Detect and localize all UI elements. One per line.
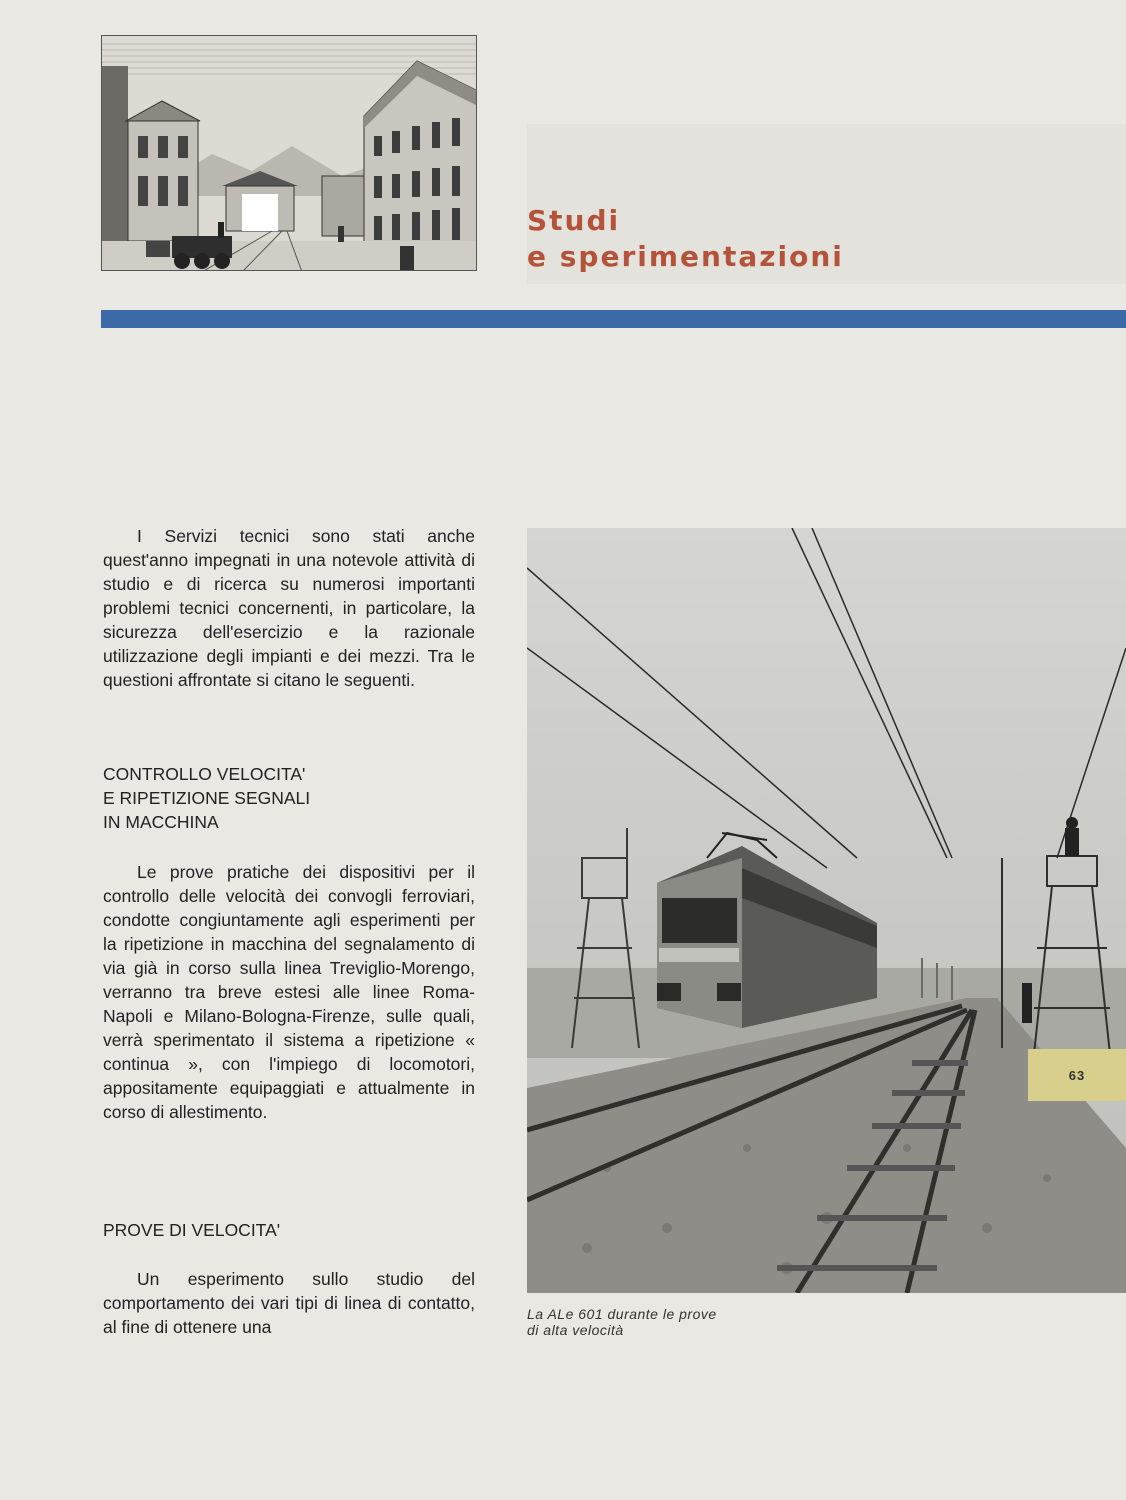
section-body-block-1	[103, 860, 475, 1124]
page-number: 63	[1068, 1067, 1086, 1083]
page-title-line-1: Studi	[527, 204, 621, 237]
intro-paragraph: I Servizi tecnici sono stati anche quest'anno impegnati in una notevole attività di studio e di ricerca su numerosi importanti problemi tecnici concernenti, in particolare, la sicurezza dell'esercizio e la razionale utilizzazione degli impianti e dei mezzi. Tra le questioni affrontate si citano le seguenti.	[103, 526, 475, 690]
section-heading-speed-tests: PROVE DI VELOCITA'	[103, 1220, 281, 1240]
blue-divider-band	[101, 310, 1126, 328]
section-body-speed-control: Le prove pratiche dei dispositivi per il controllo delle velocità dei convogli ferroviari, condotte congiuntamente agli esperimenti per la ripetizione in macchina del segnalamento di via già in corso sulla linea Treviglio-Morengo, verranno tra breve estesi alle linee Roma-Napoli e Milano-Bologna-Firenze, sulle quali, verrà sperimentato il sistema a ripetizione « continua », con l'impiego di locomotori, appositamente equipaggiati e attualmente in corso di allestimento.	[103, 862, 475, 1122]
section-heading-speed-control: CONTROLLO VELOCITA' E RIPETIZIONE SEGNALI IN MACCHINA	[103, 764, 311, 832]
section-body-speed-tests: Un esperimento sullo studio del comportamento dei vari tipi di linea di contatto, al fine di ottenere una	[103, 1269, 475, 1337]
page-title-line-2: e sperimentazioni	[527, 240, 844, 273]
photo-caption: La ALe 601 durante le prove di alta velocità	[527, 1306, 717, 1338]
section-body-block-2	[103, 1267, 475, 1339]
intro-text-block	[103, 524, 475, 692]
page-number-box	[1028, 1049, 1126, 1101]
train-photo	[527, 528, 1126, 1293]
historic-station-engraving	[101, 35, 477, 271]
